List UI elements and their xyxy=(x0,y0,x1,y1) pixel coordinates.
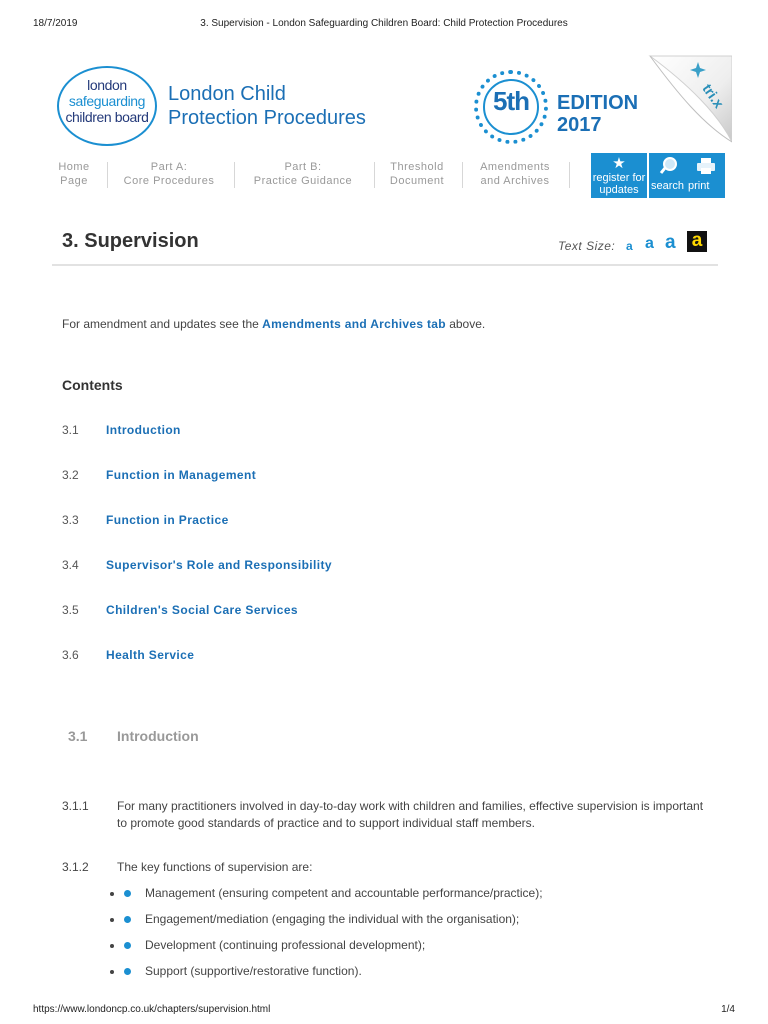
nav-amendments-line-2: and Archives xyxy=(480,175,550,187)
contents-item-number: 3.2 xyxy=(62,468,79,482)
heading-divider xyxy=(52,264,718,266)
logo-line-1: london xyxy=(87,77,127,93)
lscb-logo[interactable] xyxy=(57,66,157,146)
bullet-dot-icon xyxy=(124,968,131,975)
contents-link-introduction[interactable]: Introduction xyxy=(106,423,181,437)
amendments-note-after: above. xyxy=(449,317,486,331)
nav-divider xyxy=(569,162,570,188)
nav-divider xyxy=(234,162,235,188)
nav-amendments-line-1: Amendments xyxy=(480,161,550,173)
contents-heading: Contents xyxy=(62,377,123,393)
paragraph xyxy=(62,859,712,877)
nav-threshold-line-1: Threshold xyxy=(390,161,444,173)
print-label: print xyxy=(688,180,710,192)
edition-number: 5th xyxy=(493,86,529,116)
text-size-high-contrast[interactable]: a xyxy=(687,231,707,252)
register-button-label xyxy=(591,172,647,196)
contents-link-childrens-social-care[interactable]: Children's Social Care Services xyxy=(106,603,299,617)
nav-part-b[interactable] xyxy=(239,160,367,188)
nav-part-b-line-1: Part B: xyxy=(284,161,322,173)
nav-divider xyxy=(374,162,375,188)
search-print-box xyxy=(649,153,725,198)
contents-link-supervisors-role[interactable]: Supervisor's Role and Responsibility xyxy=(106,558,332,572)
print-page-number: 1/4 xyxy=(721,1004,735,1015)
contents-item-number: 3.3 xyxy=(62,513,79,527)
nav-home-page[interactable] xyxy=(49,160,99,188)
paragraph-number: 3.1.1 xyxy=(62,799,89,813)
nav-home-line-2: Page xyxy=(60,175,88,187)
contents-link-function-in-practice[interactable]: Function in Practice xyxy=(106,513,229,527)
nav-home-line-1: Home xyxy=(58,161,90,173)
text-size-control xyxy=(558,231,718,255)
contents-item-number: 3.1 xyxy=(62,423,79,437)
text-size-large[interactable]: a xyxy=(665,232,676,253)
search-label: search xyxy=(651,180,685,192)
print-url: https://www.londoncp.co.uk/chapters/supervision.html xyxy=(33,1004,271,1015)
list-item-text: Management (ensuring competent and accountable performance/practice); xyxy=(145,886,543,900)
nav-threshold-document[interactable] xyxy=(379,160,455,188)
nav-part-b-line-2: Practice Guidance xyxy=(253,175,353,187)
print-date: 18/7/2019 xyxy=(33,18,78,29)
edition-word: EDITION xyxy=(557,92,639,114)
bullet-dot-icon xyxy=(124,916,131,923)
printer-icon xyxy=(696,157,716,175)
register-for-updates-button[interactable] xyxy=(591,153,647,198)
bullet-dot-icon xyxy=(124,890,131,897)
logo-line-2: safeguarding xyxy=(68,93,146,109)
register-label-line-2: updates xyxy=(599,184,639,196)
print-button[interactable] xyxy=(687,153,725,198)
star-icon: ★ xyxy=(612,155,626,172)
contents-item-number: 3.4 xyxy=(62,558,79,572)
section-number: 3.1 xyxy=(68,728,88,744)
magnifier-icon xyxy=(659,157,679,175)
site-title-line-2: Protection Procedures xyxy=(168,107,366,129)
nav-part-a-line-2: Core Procedures xyxy=(123,175,215,187)
list-item-text: Support (supportive/restorative function). xyxy=(145,964,362,978)
page-title: 3. Supervision xyxy=(62,230,199,252)
paragraph xyxy=(62,798,712,834)
list-item-text: Engagement/mediation (engaging the individual with the organisation); xyxy=(145,912,520,926)
text-size-label: Text Size: xyxy=(558,239,616,253)
amendments-note-before: For amendment and updates see the xyxy=(62,317,259,331)
paragraph-text: The key functions of supervision are: xyxy=(117,860,313,874)
search-button[interactable] xyxy=(649,153,687,198)
site-title-line-1: London Child xyxy=(168,83,286,105)
bullet-dot-icon xyxy=(124,942,131,949)
nav-threshold-line-2: Document xyxy=(389,175,445,187)
list-item-text: Development (continuing professional development); xyxy=(145,938,426,952)
text-size-medium[interactable]: a xyxy=(645,235,654,252)
contents-link-function-in-management[interactable]: Function in Management xyxy=(106,468,257,482)
site-title xyxy=(168,82,366,130)
paragraph-text: For many practitioners involved in day-to-day work with children and families, effective supervision is important to promote good standards of practice and to support individual staff members. xyxy=(117,799,704,830)
text-size-small[interactable]: a xyxy=(626,239,633,253)
edition-badge xyxy=(474,70,548,144)
edition-label xyxy=(557,92,638,136)
trix-page-curl[interactable] xyxy=(648,54,732,144)
contents-item-number: 3.5 xyxy=(62,603,79,617)
nav-amendments-archives[interactable] xyxy=(467,160,563,188)
nav-part-a-line-1: Part A: xyxy=(150,161,188,173)
paragraph-number: 3.1.2 xyxy=(62,860,89,874)
register-label-line-1: register for xyxy=(592,172,646,184)
nav-part-a[interactable] xyxy=(111,160,227,188)
contents-link-health-service[interactable]: Health Service xyxy=(106,648,195,662)
trix-curl-graphic xyxy=(648,54,732,144)
amendments-note xyxy=(62,317,485,331)
trix-label: tri.x xyxy=(699,80,728,111)
section-title: Introduction xyxy=(117,728,199,744)
edition-year: 2017 xyxy=(557,114,602,136)
nav-divider xyxy=(462,162,463,188)
nav-divider xyxy=(107,162,108,188)
print-page-title: 3. Supervision - London Safeguarding Children Board: Child Protection Procedures xyxy=(200,18,568,29)
contents-item-number: 3.6 xyxy=(62,648,79,662)
amendments-archives-link[interactable]: Amendments and Archives tab xyxy=(262,317,446,331)
logo-line-3: children board xyxy=(65,109,149,125)
